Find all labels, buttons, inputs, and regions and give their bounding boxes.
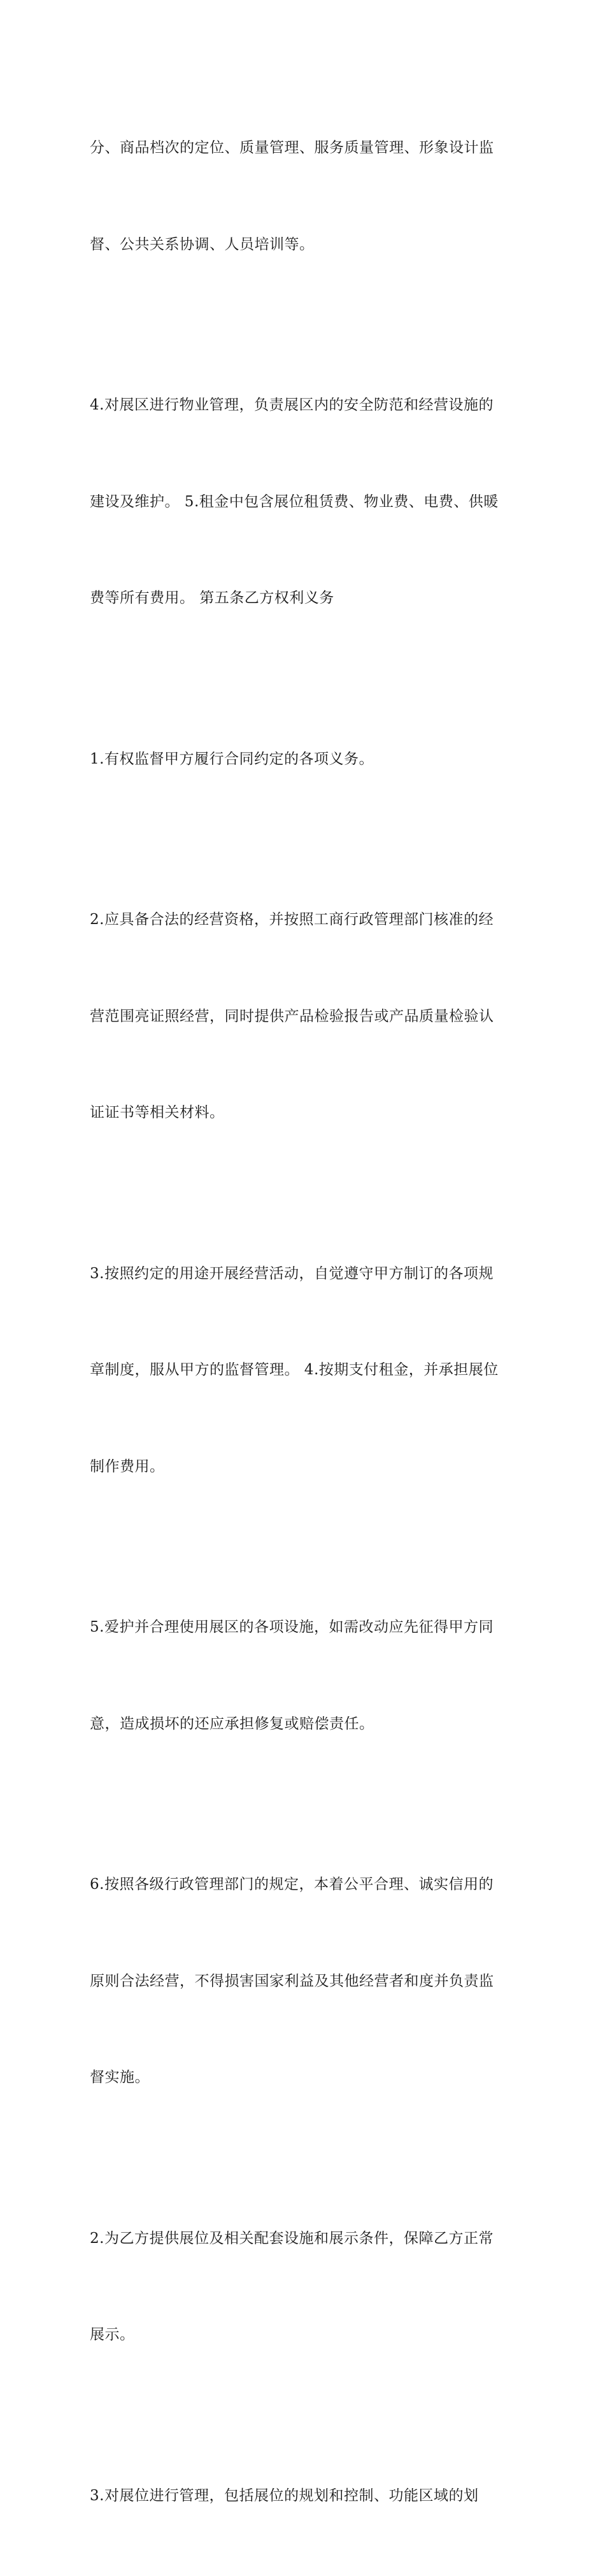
document-body	[90, 68, 523, 2576]
text-line: 营范围亮证照经营，同时提供产品检验报告或产品质量检验认	[90, 1000, 523, 1033]
paragraph-8	[90, 2158, 523, 2416]
text-line: 章制度，服从甲方的监督管理。 4.按期支付租金，并承担展位	[90, 1354, 523, 1386]
paragraph-2	[90, 325, 523, 679]
text-line: 5.爱护并合理使用展区的各项设施，如需改动应先征得甲方同	[90, 1611, 523, 1644]
text-line: 6.按照各级行政管理部门的规定，本着公平合理、诚实信用的	[90, 1868, 523, 1901]
text-line: 4.对展区进行物业管理，负责展区内的安全防范和经营设施的	[90, 389, 523, 422]
text-line: 督实施。	[90, 2061, 523, 2094]
paragraph-5	[90, 1193, 523, 1548]
document-page	[0, 0, 605, 783]
text-line: 展示。	[90, 2319, 523, 2351]
text-line: 2.为乙方提供展位及相关配套设施和展示条件，保障乙方正常	[90, 2223, 523, 2255]
text-line: 建设及维护。 5.租金中包含展位租赁费、物业费、电费、供暖	[90, 486, 523, 518]
text-line: 原则合法经营，不得损害国家利益及其他经营者和度并负责监	[90, 1965, 523, 1998]
text-line: 意，造成损坏的还应承担修复或赔偿责任。	[90, 1708, 523, 1740]
text-line: 2.应具备合法的经营资格，并按照工商行政管理部门核准的经	[90, 904, 523, 936]
paragraph-1	[90, 68, 523, 325]
text-line: 3.对展位进行管理，包括展位的规划和控制、功能区域的划	[90, 2480, 523, 2512]
text-line: 督、公共关系协调、人员培训等。	[90, 229, 523, 261]
text-line: 分、商品档次的定位、质量管理、服务质量管理、形象设计监	[90, 132, 523, 164]
paragraph-3	[90, 679, 523, 840]
text-line: 1.有权监督甲方履行合同约定的各项义务。	[90, 743, 523, 776]
text-line: 证证书等相关材料。	[90, 1097, 523, 1129]
paragraph-6	[90, 1547, 523, 1804]
paragraph-7	[90, 1804, 523, 2158]
paragraph-4	[90, 839, 523, 1193]
text-line: 制作费用。	[90, 1451, 523, 1483]
paragraph-9	[90, 2416, 523, 2576]
text-line: 3.按照约定的用途开展经营活动，自觉遵守甲方制订的各项规	[90, 1258, 523, 1290]
text-line: 费等所有费用。 第五条乙方权利义务	[90, 582, 523, 615]
